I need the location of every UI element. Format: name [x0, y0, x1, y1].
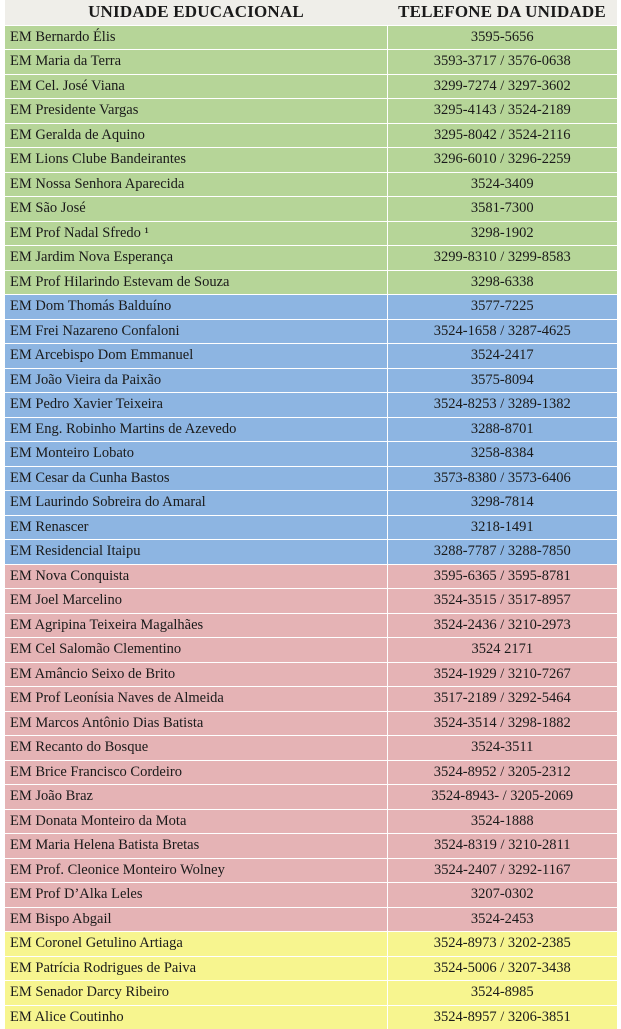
school-phone: 3288-8701: [387, 417, 617, 442]
school-phone: 3524-5006 / 3207-3438: [387, 956, 617, 981]
table-row: [5, 25, 617, 50]
school-name: EM Prof. Cleonice Monteiro Wolney: [5, 858, 387, 883]
school-name: EM Prof D’Alka Leles: [5, 883, 387, 908]
unit-column-header: UNIDADE EDUCACIONAL: [5, 0, 387, 25]
table-row: [5, 99, 617, 124]
table-row: [5, 736, 617, 761]
table-row: [5, 393, 617, 418]
table-row: [5, 907, 617, 932]
table-row: [5, 270, 617, 295]
table-row: [5, 319, 617, 344]
school-phone-table: [5, 0, 617, 1029]
school-name: EM Patrícia Rodrigues de Paiva: [5, 956, 387, 981]
table-row: [5, 834, 617, 859]
school-name: EM Monteiro Lobato: [5, 442, 387, 467]
school-name: EM Agripina Teixeira Magalhães: [5, 613, 387, 638]
school-phone: 3524-2436 / 3210-2973: [387, 613, 617, 638]
school-name: EM Bispo Abgail: [5, 907, 387, 932]
school-phone: 3258-8384: [387, 442, 617, 467]
school-name: EM Joel Marcelino: [5, 589, 387, 614]
school-phone: 3524-8957 / 3206-3851: [387, 1005, 617, 1029]
table-row: [5, 956, 617, 981]
school-phone: 3524-2407 / 3292-1167: [387, 858, 617, 883]
table-row: [5, 466, 617, 491]
table-row: [5, 662, 617, 687]
school-phone: 3524-1929 / 3210-7267: [387, 662, 617, 687]
school-name: EM Amâncio Seixo de Brito: [5, 662, 387, 687]
table-row: [5, 148, 617, 173]
table-row: [5, 858, 617, 883]
school-phone: 3524-3515 / 3517-8957: [387, 589, 617, 614]
school-name: EM Senador Darcy Ribeiro: [5, 981, 387, 1006]
school-name: EM Prof Nadal Sfredo ¹: [5, 221, 387, 246]
school-phone: 3577-7225: [387, 295, 617, 320]
school-name: EM João Braz: [5, 785, 387, 810]
table-row: [5, 417, 617, 442]
table-row: [5, 491, 617, 516]
school-phone: 3524-3511: [387, 736, 617, 761]
school-phone: 3524-2453: [387, 907, 617, 932]
school-phone: 3524-8319 / 3210-2811: [387, 834, 617, 859]
school-name: EM Maria Helena Batista Bretas: [5, 834, 387, 859]
table-row: [5, 711, 617, 736]
school-phone: 3593-3717 / 3576-0638: [387, 50, 617, 75]
school-phone: 3524-2417: [387, 344, 617, 369]
table-row: [5, 638, 617, 663]
school-phone: 3524-8952 / 3205-2312: [387, 760, 617, 785]
table-row: [5, 295, 617, 320]
school-name: EM Cel Salomão Clementino: [5, 638, 387, 663]
header-row: [5, 0, 617, 25]
table-row: [5, 221, 617, 246]
school-phone: 3595-6365 / 3595-8781: [387, 564, 617, 589]
school-phone: 3298-1902: [387, 221, 617, 246]
school-name: EM Brice Francisco Cordeiro: [5, 760, 387, 785]
school-name: EM Arcebispo Dom Emmanuel: [5, 344, 387, 369]
table-row: [5, 1005, 617, 1029]
school-phone: 3299-8310 / 3299-8583: [387, 246, 617, 271]
school-phone: 3296-6010 / 3296-2259: [387, 148, 617, 173]
school-phone: 3573-8380 / 3573-6406: [387, 466, 617, 491]
school-phone: 3218-1491: [387, 515, 617, 540]
school-name: EM Renascer: [5, 515, 387, 540]
school-name: EM Maria da Terra: [5, 50, 387, 75]
table-header: [5, 0, 617, 25]
school-name: EM Cel. José Viana: [5, 74, 387, 99]
school-name: EM Frei Nazareno Confaloni: [5, 319, 387, 344]
school-name: EM Lions Clube Bandeirantes: [5, 148, 387, 173]
table-row: [5, 564, 617, 589]
school-phone: 3299-7274 / 3297-3602: [387, 74, 617, 99]
school-phone: 3295-8042 / 3524-2116: [387, 123, 617, 148]
school-phone: 3524-8985: [387, 981, 617, 1006]
table-row: [5, 123, 617, 148]
school-phone: 3517-2189 / 3292-5464: [387, 687, 617, 712]
school-name: EM Bernardo Élis: [5, 25, 387, 50]
school-phone: 3295-4143 / 3524-2189: [387, 99, 617, 124]
school-name: EM Cesar da Cunha Bastos: [5, 466, 387, 491]
school-phone: 3524-1888: [387, 809, 617, 834]
table-row: [5, 760, 617, 785]
table-row: [5, 442, 617, 467]
school-name: EM Pedro Xavier Teixeira: [5, 393, 387, 418]
school-name: EM São José: [5, 197, 387, 222]
table-row: [5, 74, 617, 99]
table-row: [5, 613, 617, 638]
school-name: EM Nossa Senhora Aparecida: [5, 172, 387, 197]
school-name: EM Dom Thomás Balduíno: [5, 295, 387, 320]
school-phone: 3298-6338: [387, 270, 617, 295]
school-phone: 3207-0302: [387, 883, 617, 908]
school-phone: 3524-3514 / 3298-1882: [387, 711, 617, 736]
school-name: EM Prof Leonísia Naves de Almeida: [5, 687, 387, 712]
school-name: EM Residencial Itaipu: [5, 540, 387, 565]
school-name: EM Coronel Getulino Artiaga: [5, 932, 387, 957]
school-name: EM Donata Monteiro da Mota: [5, 809, 387, 834]
school-name: EM Jardim Nova Esperança: [5, 246, 387, 271]
school-name: EM Geralda de Aquino: [5, 123, 387, 148]
school-name: EM Nova Conquista: [5, 564, 387, 589]
table-row: [5, 981, 617, 1006]
table-row: [5, 344, 617, 369]
phone-column-header: TELEFONE DA UNIDADE: [387, 0, 617, 25]
table-row: [5, 883, 617, 908]
school-name: EM Recanto do Bosque: [5, 736, 387, 761]
table-row: [5, 540, 617, 565]
school-phone: 3524-8253 / 3289-1382: [387, 393, 617, 418]
school-phone: 3524-1658 / 3287-4625: [387, 319, 617, 344]
school-name: EM Alice Coutinho: [5, 1005, 387, 1029]
table-row: [5, 809, 617, 834]
school-phone: 3581-7300: [387, 197, 617, 222]
school-phone: 3288-7787 / 3288-7850: [387, 540, 617, 565]
school-phone: 3524 2171: [387, 638, 617, 663]
school-name: EM João Vieira da Paixão: [5, 368, 387, 393]
school-phone: 3575-8094: [387, 368, 617, 393]
table-row: [5, 687, 617, 712]
school-name: EM Marcos Antônio Dias Batista: [5, 711, 387, 736]
school-phone: 3524-8943- / 3205-2069: [387, 785, 617, 810]
school-name: EM Laurindo Sobreira do Amaral: [5, 491, 387, 516]
table-row: [5, 197, 617, 222]
school-phone: 3298-7814: [387, 491, 617, 516]
table-row: [5, 932, 617, 957]
table-row: [5, 50, 617, 75]
table-row: [5, 785, 617, 810]
table-row: [5, 246, 617, 271]
school-name: EM Presidente Vargas: [5, 99, 387, 124]
table-row: [5, 589, 617, 614]
school-name: EM Eng. Robinho Martins de Azevedo: [5, 417, 387, 442]
table-row: [5, 368, 617, 393]
table-body: [5, 25, 617, 1029]
table-row: [5, 515, 617, 540]
school-phone: 3524-8973 / 3202-2385: [387, 932, 617, 957]
table-row: [5, 172, 617, 197]
school-phone: 3524-3409: [387, 172, 617, 197]
school-name: EM Prof Hilarindo Estevam de Souza: [5, 270, 387, 295]
school-phone: 3595-5656: [387, 25, 617, 50]
